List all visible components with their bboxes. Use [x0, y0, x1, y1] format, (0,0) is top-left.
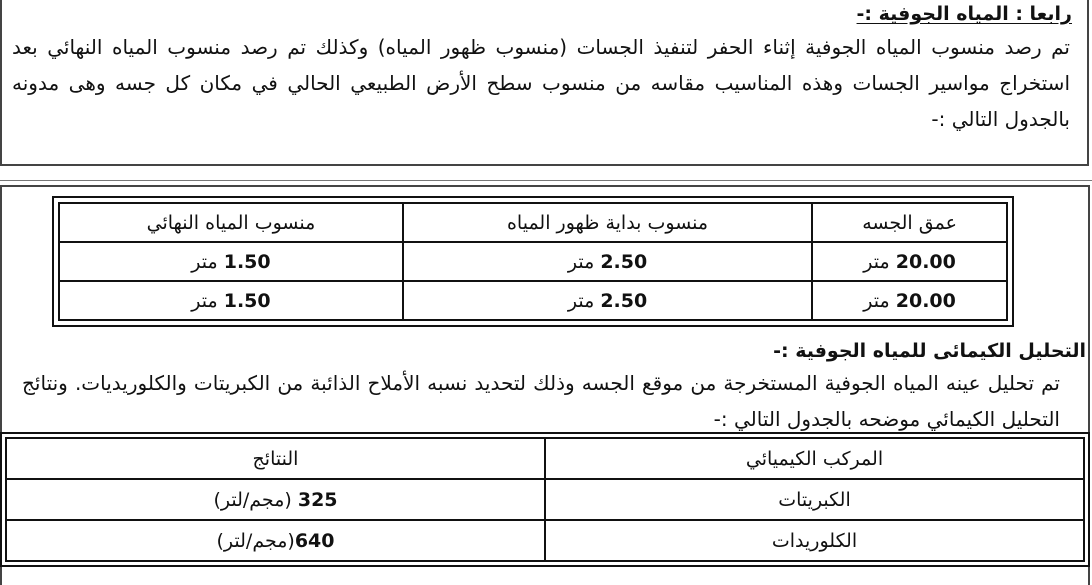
- table-header-row: [59, 203, 1007, 242]
- cell-final-water-level: 1.50 متر: [59, 242, 403, 281]
- cell-compound: الكلوريدات: [545, 520, 1084, 561]
- header-boring-depth: عمق الجسه: [812, 203, 1007, 242]
- cell-result: 640(مجم/لتر): [6, 520, 545, 561]
- cell-result: 325 (مجم/لتر): [6, 479, 545, 520]
- table-row: [6, 520, 1084, 561]
- table-header-row: [6, 438, 1084, 479]
- page-divider: [0, 180, 1092, 181]
- groundwater-paragraph: تم رصد منسوب المياه الجوفية إثناء الحفر لتنفيذ الجسات (منسوب ظهور المياه) وكذلك تم رصد منسوب المياه النهائي بعد استخراج مواسير الجسات وهذه المناسيب مقاسه من منسوب سطح الأرض الطبيعي الحالي في مكان كل جسه وهى مدونه بالجدول التالي :-: [12, 35, 1070, 131]
- header-final-water-level: منسوب المياه النهائي: [59, 203, 403, 242]
- water-levels-table: [58, 202, 1008, 321]
- cell-boring-depth: 20.00 متر: [812, 281, 1007, 320]
- cell-compound: الكبريتات: [545, 479, 1084, 520]
- header-initial-water-level: منسوب بداية ظهور المياه: [403, 203, 812, 242]
- chemical-analysis-paragraph: تم تحليل عينه المياه الجوفية المستخرجة من موقع الجسه وذلك لتحديد نسبه الأملاح الذائبة من الكبريتات والكلوريديات. ونتائج التحليل الكيمائي موضحه بالجدول التالي :-: [22, 371, 1060, 431]
- chemical-results-table: [5, 437, 1085, 562]
- header-results: النتائج: [6, 438, 545, 479]
- cell-initial-water-level: 2.50 متر: [403, 242, 812, 281]
- cell-boring-depth: 20.00 متر: [812, 242, 1007, 281]
- table-row: [59, 281, 1007, 320]
- table-row: [59, 242, 1007, 281]
- cell-initial-water-level: 2.50 متر: [403, 281, 812, 320]
- table-row: [6, 479, 1084, 520]
- chemical-analysis-heading: التحليل الكيمائى للمياه الجوفية :-: [773, 340, 1086, 362]
- cell-final-water-level: 1.50 متر: [59, 281, 403, 320]
- groundwater-heading: رابعا : المياه الجوفية :-: [856, 3, 1072, 25]
- header-chemical-compound: المركب الكيميائي: [545, 438, 1084, 479]
